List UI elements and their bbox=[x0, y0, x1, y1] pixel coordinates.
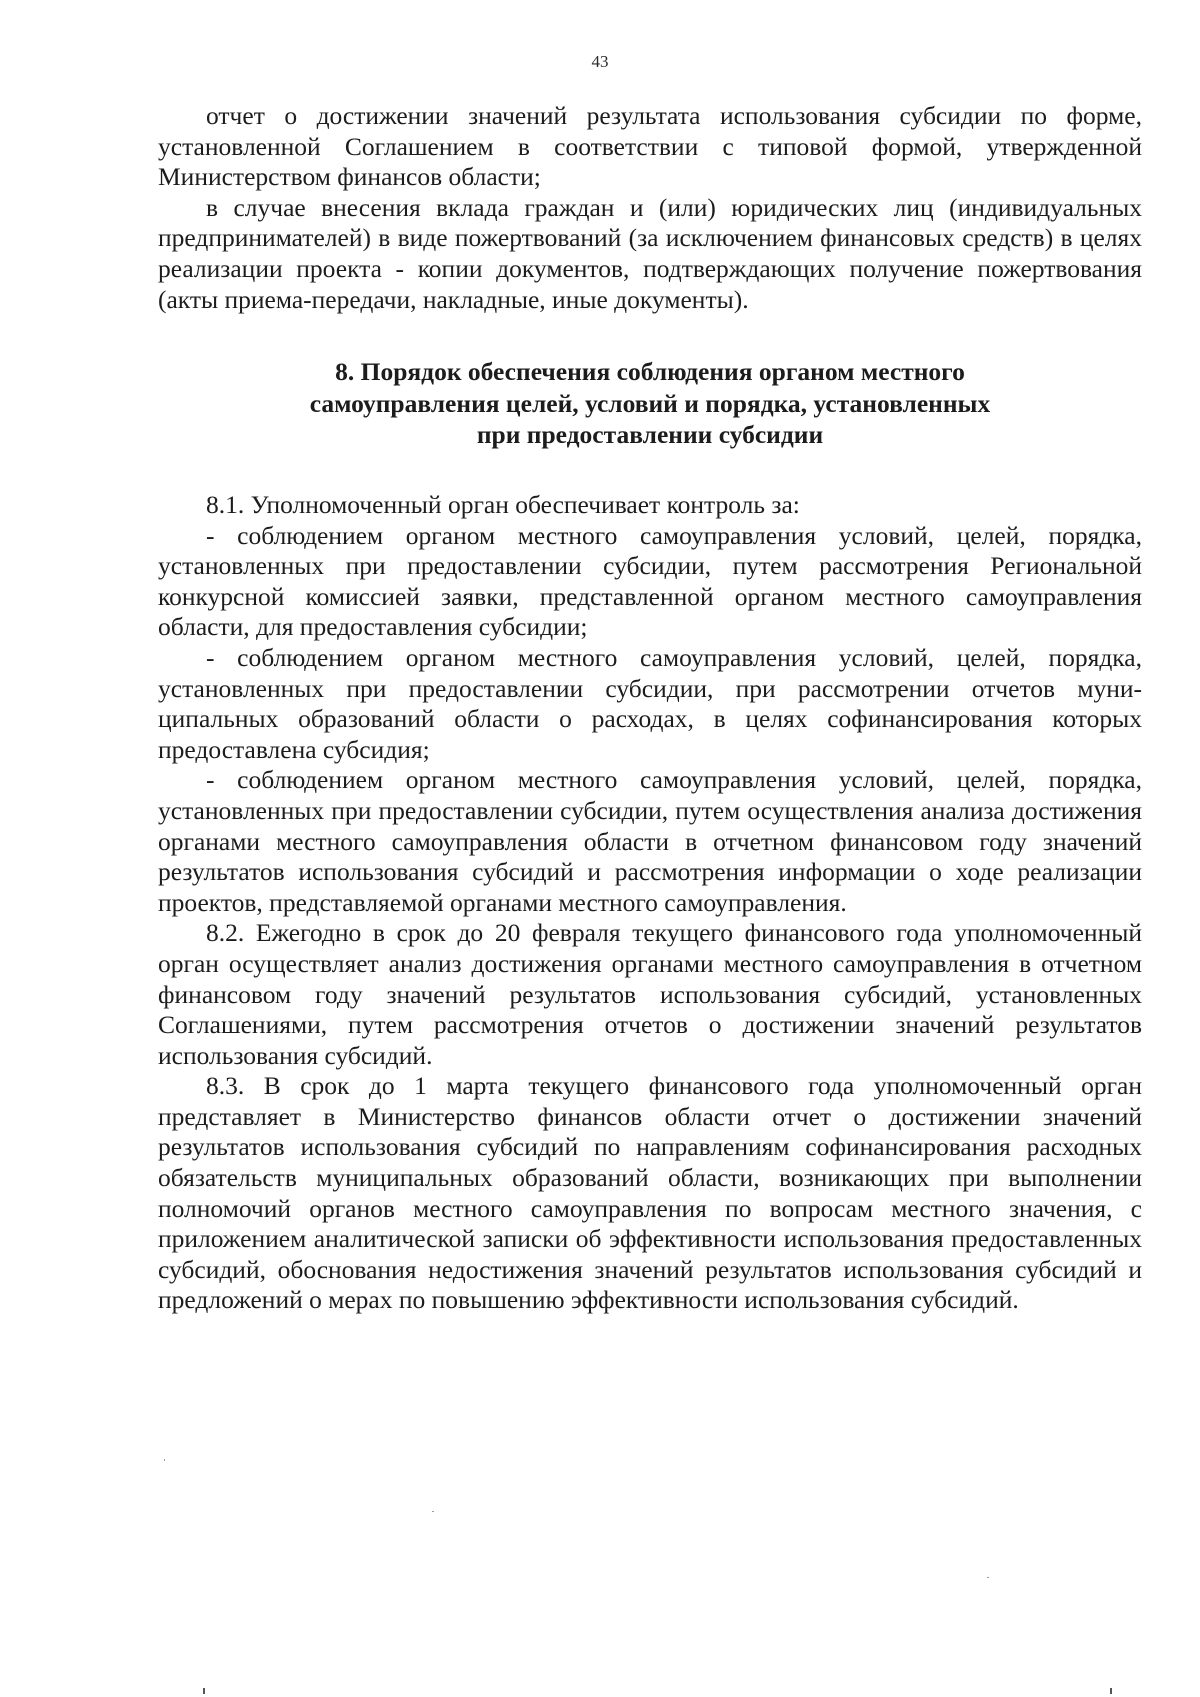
paragraph-8-1-item-1: - соблюдением органом местного самоуправления условий, целей, порядка, установленных при предоставлении субсидии, путем рассмотрения Региональной конкурсной комиссией заявки, представленной органом местного самоуправления области, для предоставления субсидии; bbox=[158, 520, 1142, 642]
scan-speck bbox=[987, 1577, 989, 1578]
page-number: 43 bbox=[591, 52, 609, 71]
scan-speck bbox=[203, 1688, 205, 1694]
section-8-body bbox=[158, 490, 1142, 1316]
paragraph-8-2: 8.2. Ежегодно в срок до 20 февраля текущего финансового года уполномоченный орган осуществляет анализ достижения органами местного самоуправления в отчетном финансовом году значений результатов использования субсидий, установленных Соглашениями, путем рассмотрения отчетов о достижении значений результатов использования субсидий. bbox=[158, 918, 1142, 1070]
paragraph-report-form: отчет о достижении значений результата использования субсидии по форме, установленной Соглашением в соответствии с типовой формой, утвержденной Министерством финансов области; bbox=[158, 101, 1142, 192]
scan-speck bbox=[164, 1459, 165, 1461]
heading-line-3: при предоставлении субсидии bbox=[476, 420, 824, 449]
paragraph-8-1-item-3: - соблюдением органом местного самоуправления условий, целей, порядка, установленных при предоставлении субсидии, путем осуществления анализа достижения органами местного самоуправления области в отчетном финансовом году значений результатов использования субсидий и рассмотрения информации о ходе реализации проектов, представляемой органами местного самоуправления. bbox=[158, 765, 1142, 917]
section-8-heading bbox=[158, 356, 1142, 451]
top-text-block bbox=[158, 101, 1142, 315]
paragraph-8-1-item-2: - соблюдением органом местного самоуправления условий, целей, порядка, установленных при предоставлении субсидии, при рассмотрении отчетов муниципальных образований области о расходах, в целях софинансирования которых предоставлена субсидия; bbox=[158, 642, 1142, 764]
scan-speck bbox=[432, 1511, 434, 1512]
heading-line-1: 8. Порядок обеспечения соблюдения органом местного bbox=[335, 357, 965, 386]
heading-line-2: самоуправления целей, условий и порядка, установленных bbox=[309, 388, 991, 418]
paragraph-8-1-intro: 8.1. Уполномоченный орган обеспечивает контроль за: bbox=[206, 490, 800, 519]
paragraph-donations: в случае внесения вклада граждан и (или) юридических лиц (индивидуальных предпринимателей) в виде пожертвований (за исключением финансовых средств) в целях реализации проекта - копии документов, подтверждающих получение пожертвования (акты приема-передачи, накладные, иные документы). bbox=[158, 192, 1142, 314]
scan-speck bbox=[1110, 1688, 1112, 1694]
paragraph-8-3: 8.3. В срок до 1 марта текущего финансового года уполномоченный орган представляет в Министерство финансов области отчет о достижении значений результатов использования субсидий по направлениям софинансирования расходных обязательств муниципальных образований области, возникающих при выполнении полномочий органов местного самоуправления по вопросам местного значения, с приложением аналитической записки об эффективности использования предоставленных субсидий, обоснования недостижения значений результатов использования субсидий и предложений о мерах по повышению эффективности использования субсидий. bbox=[158, 1071, 1142, 1315]
